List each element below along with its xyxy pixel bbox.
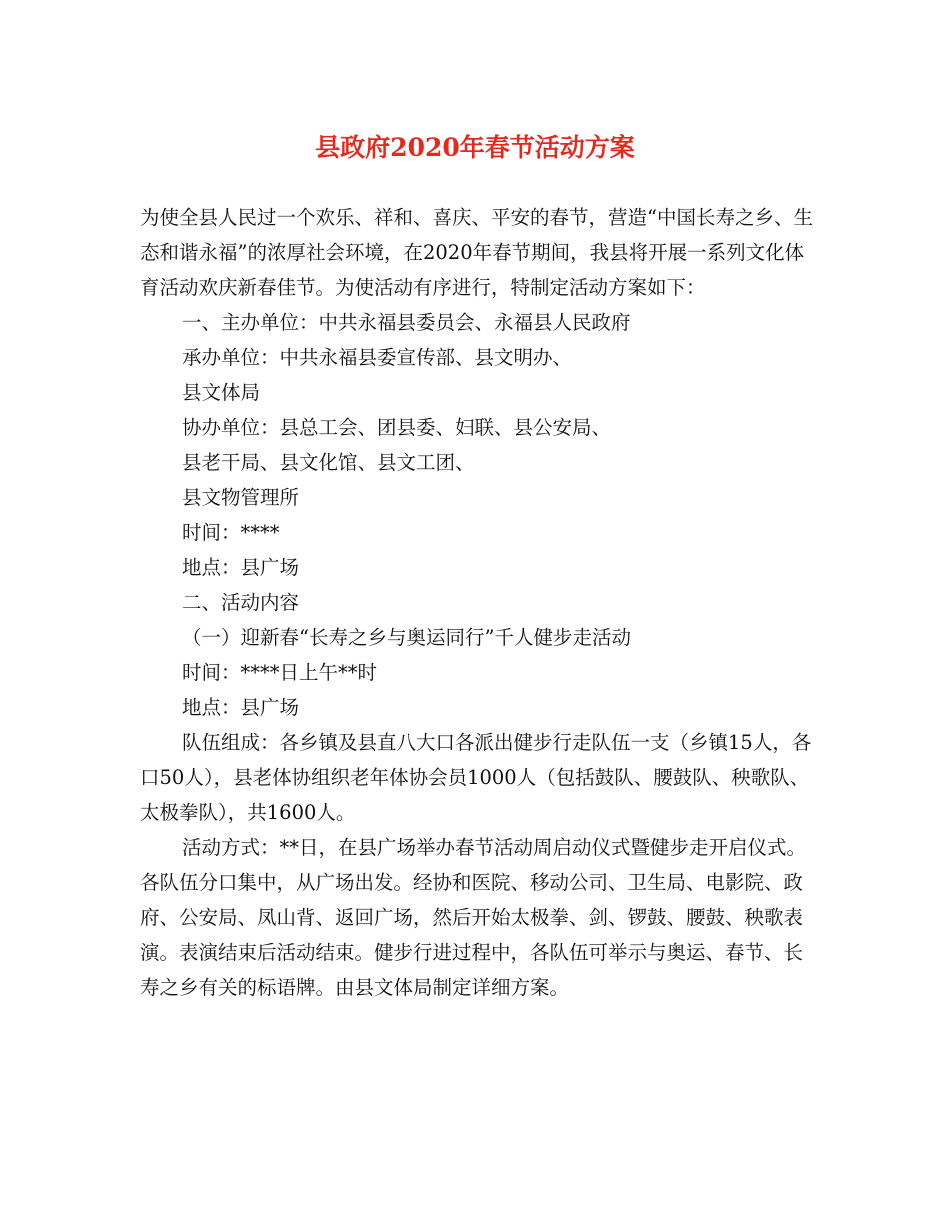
- section-heading-activities: 二、活动内容: [182, 591, 300, 614]
- undertaker-line: 承办单位：中共永福县委宣传部、县文明办、: [182, 346, 573, 369]
- document-body: [140, 200, 822, 1005]
- co-organizer-line: 协办单位：县总工会、团县委、妇联、县公安局、: [182, 416, 612, 439]
- subsection-heading-walk: （一）迎新春“长寿之乡与奥运同行”千人健步走活动: [182, 626, 631, 649]
- intro-paragraph: 为使全县人民过一个欢乐、祥和、喜庆、平安的春节，营造“中国长寿之乡、生态和谐永福”的浓厚社会环境，在2020年春节期间，我县将开展一系列文化体育活动欢庆新春佳节。为使活动有序进行，特制定活动方案如下：: [140, 206, 813, 299]
- co-organizer-continuation-1: 县老干局、县文化馆、县文工团、: [182, 451, 475, 474]
- activity-method-paragraph: 活动方式：**日，在县广场举办春节活动周启动仪式暨健步走开启仪式。各队伍分口集中，从广场出发。经协和医院、移动公司、卫生局、电影院、政府、公安局、凤山背、返回广场，然后开始太极拳、剑、锣鼓、腰鼓、秧歌表演。表演结束后活动结束。健步行进过程中，各队伍可举示与奥运、春节、长寿之乡有关的标语牌。由县文体局制定详细方案。: [140, 836, 807, 999]
- undertaker-continuation: 县文体局: [182, 381, 261, 404]
- document-title: 县政府2020年春节活动方案: [315, 133, 635, 162]
- organizer-line: 一、主办单位：中共永福县委员会、永福县人民政府: [182, 311, 631, 334]
- walk-location-line: 地点：县广场: [182, 696, 300, 719]
- team-composition-paragraph: 队伍组成：各乡镇及县直八大口各派出健步行走队伍一支（乡镇15人，各口50人），县老体协组织老年体协会员1000人（包括鼓队、腰鼓队、秧歌队、太极拳队），共1600人。: [140, 731, 812, 824]
- location-line: 地点：县广场: [182, 556, 300, 579]
- co-organizer-continuation-2: 县文物管理所: [182, 486, 300, 509]
- walk-time-line: 时间：****日上午**时: [182, 661, 378, 684]
- time-line: 时间：****: [182, 521, 280, 544]
